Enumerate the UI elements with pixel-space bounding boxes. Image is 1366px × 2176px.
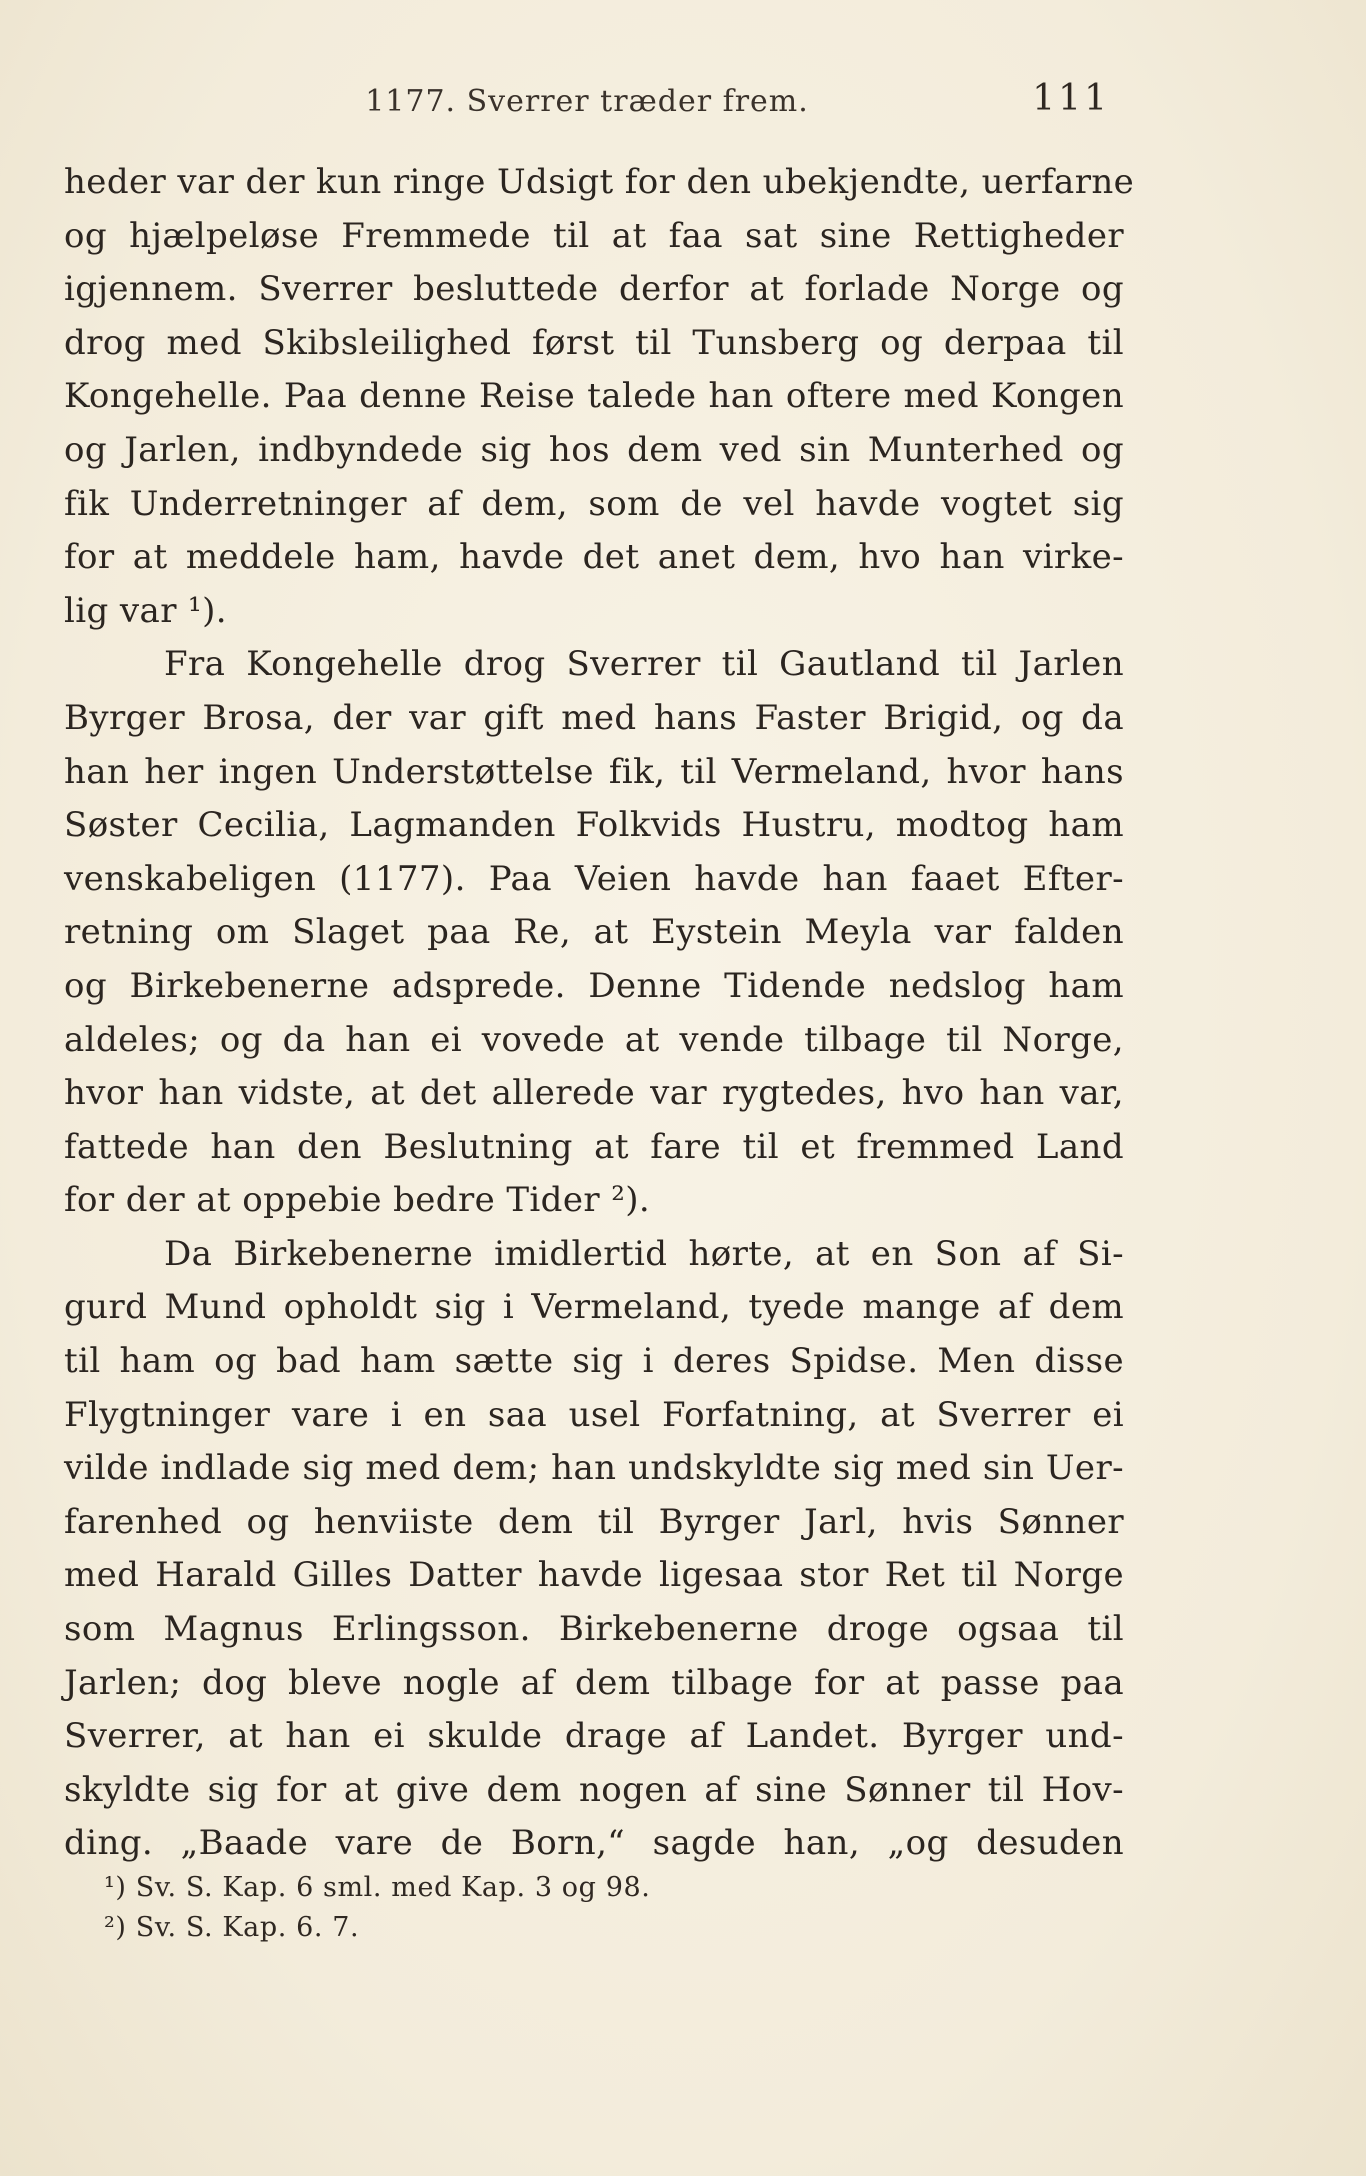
text-line: og hjælpeløse Fremmede til at faa sat sine Rettigheder xyxy=(64,215,1124,256)
text-line: for der at oppebie bedre Tider ²). xyxy=(64,1180,651,1221)
text-line: aldeles; og da han ei vovede at vende tilbage til Norge, xyxy=(64,1019,1124,1060)
text-line: som Magnus Erlingsson. Birkebenerne droge ogsaa til xyxy=(64,1609,1124,1650)
body-text xyxy=(64,156,1135,1871)
footnote: ²) Sv. S. Kap. 6. 7. xyxy=(104,1912,360,1943)
text-line: Sverrer, at han ei skulde drage af Landet. Byrger und- xyxy=(64,1716,1124,1757)
running-head-title: 1177. Sverrer træder frem. xyxy=(365,84,809,119)
footnote: ¹) Sv. S. Kap. 6 sml. med Kap. 3 og 98. xyxy=(104,1872,651,1903)
text-line: og Jarlen, indbyndede sig hos dem ved sin Munterhed og xyxy=(64,429,1124,470)
text-line: retning om Slaget paa Re, at Eystein Meyla var falden xyxy=(64,912,1124,953)
text-line: han her ingen Understøttelse fik, til Vermeland, hvor hans xyxy=(64,751,1124,792)
text-line: Byrger Brosa, der var gift med hans Faster Brigid, og da xyxy=(64,697,1124,738)
paragraph-start-line: Fra Kongehelle drog Sverrer til Gautland til Jarlen xyxy=(164,644,1124,685)
paragraph-start-line: Da Birkebenerne imidlertid hørte, at en Son af Si- xyxy=(164,1233,1124,1274)
text-line: fik Underretninger af dem, som de vel havde vogtet sig xyxy=(64,483,1124,524)
text-line: heder var der kun ringe Udsigt for den ubekjendte, uerfarne xyxy=(64,162,1135,202)
text-line: gurd Mund opholdt sig i Vermeland, tyede mange af dem xyxy=(64,1287,1124,1328)
text-line: med Harald Gilles Datter havde ligesaa stor Ret til Norge xyxy=(64,1555,1124,1596)
text-line: farenhed og henviiste dem til Byrger Jarl, hvis Sønner xyxy=(64,1501,1124,1542)
text-line: skyldte sig for at give dem nogen af sine Sønner til Hov- xyxy=(64,1769,1124,1810)
text-line: Jarlen; dog bleve nogle af dem tilbage for at passe paa xyxy=(64,1662,1124,1703)
text-line: lig var ¹). xyxy=(64,590,227,631)
text-line: for at meddele ham, havde det anet dem, hvo han virke- xyxy=(64,537,1124,578)
text-line: drog med Skibsleilighed først til Tunsberg og derpaa til xyxy=(64,322,1124,363)
text-line: ding. „Baade vare de Born,“ sagde han, „og desuden xyxy=(64,1823,1124,1864)
text-line: og Birkebenerne adsprede. Denne Tidende nedslog ham xyxy=(64,965,1124,1006)
text-line: fattede han den Beslutning at fare til et fremmed Land xyxy=(64,1126,1124,1167)
text-line: hvor han vidste, at det allerede var rygtedes, hvo han var, xyxy=(64,1073,1124,1114)
text-line: igjennem. Sverrer besluttede derfor at forlade Norge og xyxy=(64,269,1124,310)
text-line: Flygtninger vare i en saa usel Forfatning, at Sverrer ei xyxy=(64,1394,1124,1435)
text-line: til ham og bad ham sætte sig i deres Spidse. Men disse xyxy=(64,1341,1124,1382)
text-line: Søster Cecilia, Lagmanden Folkvids Hustru, modtog ham xyxy=(64,805,1124,846)
running-head xyxy=(64,78,1110,124)
text-line: Kongehelle. Paa denne Reise talede han oftere med Kongen xyxy=(64,376,1124,417)
page-number: 111 xyxy=(1032,78,1110,119)
text-line: vilde indlade sig med dem; han undskyldte sig med sin Uer- xyxy=(64,1448,1124,1489)
text-line: venskabeligen (1177). Paa Veien havde han faaet Efter- xyxy=(64,858,1124,899)
footnotes xyxy=(104,1868,1104,1948)
